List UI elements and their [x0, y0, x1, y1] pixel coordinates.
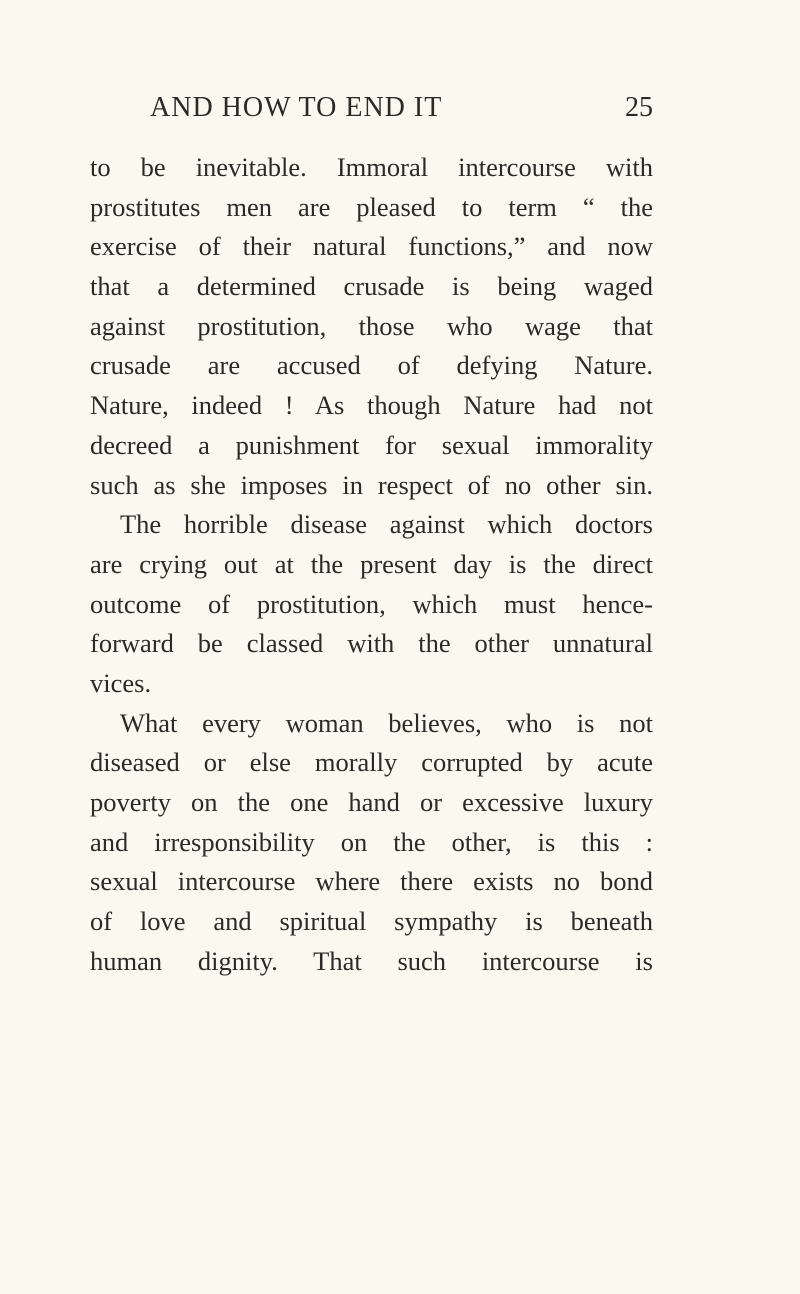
text-line: such as she imposes in respect of no other sin. [90, 469, 653, 500]
text-line: crusade are accused of defying Nature. [90, 350, 653, 381]
page-header [150, 92, 653, 132]
text-line: poverty on the one hand or excessive luxury [90, 787, 653, 817]
text-line: diseased or else morally corrupted by acute [90, 747, 653, 778]
page-number: 25 [625, 92, 653, 123]
text-line: forward be classed with the other unnatural [90, 628, 653, 659]
text-line: decreed a punishment for sexual immorality [90, 429, 653, 460]
text-line: exercise of their natural functions,” and now [90, 231, 653, 262]
text-line: to be inevitable. Immoral intercourse with [90, 152, 653, 182]
text-line: prostitutes men are pleased to term “ the [90, 191, 653, 222]
text-line: that a determined crusade is being waged [90, 271, 653, 302]
text-line: vices. [90, 667, 152, 698]
text-line: of love and spiritual sympathy is beneath [90, 906, 653, 937]
text-line: sexual intercourse where there exists no bond [90, 866, 653, 897]
text-line: Nature, indeed ! As though Nature had not [90, 390, 653, 421]
text-line: outcome of prostitution, which must hence- [90, 588, 653, 619]
text-line: are crying out at the present day is the direct [90, 548, 653, 579]
running-head: AND HOW TO END IT [150, 92, 443, 123]
text-line: What every woman believes, who is not [120, 707, 653, 738]
text-line: against prostitution, those who wage that [90, 310, 653, 341]
body-text [90, 148, 653, 981]
text-line: The horrible disease against which doctors [120, 509, 653, 540]
text-line: human dignity. That such intercourse is [90, 945, 653, 976]
text-line: and irresponsibility on the other, is this : [90, 826, 653, 857]
